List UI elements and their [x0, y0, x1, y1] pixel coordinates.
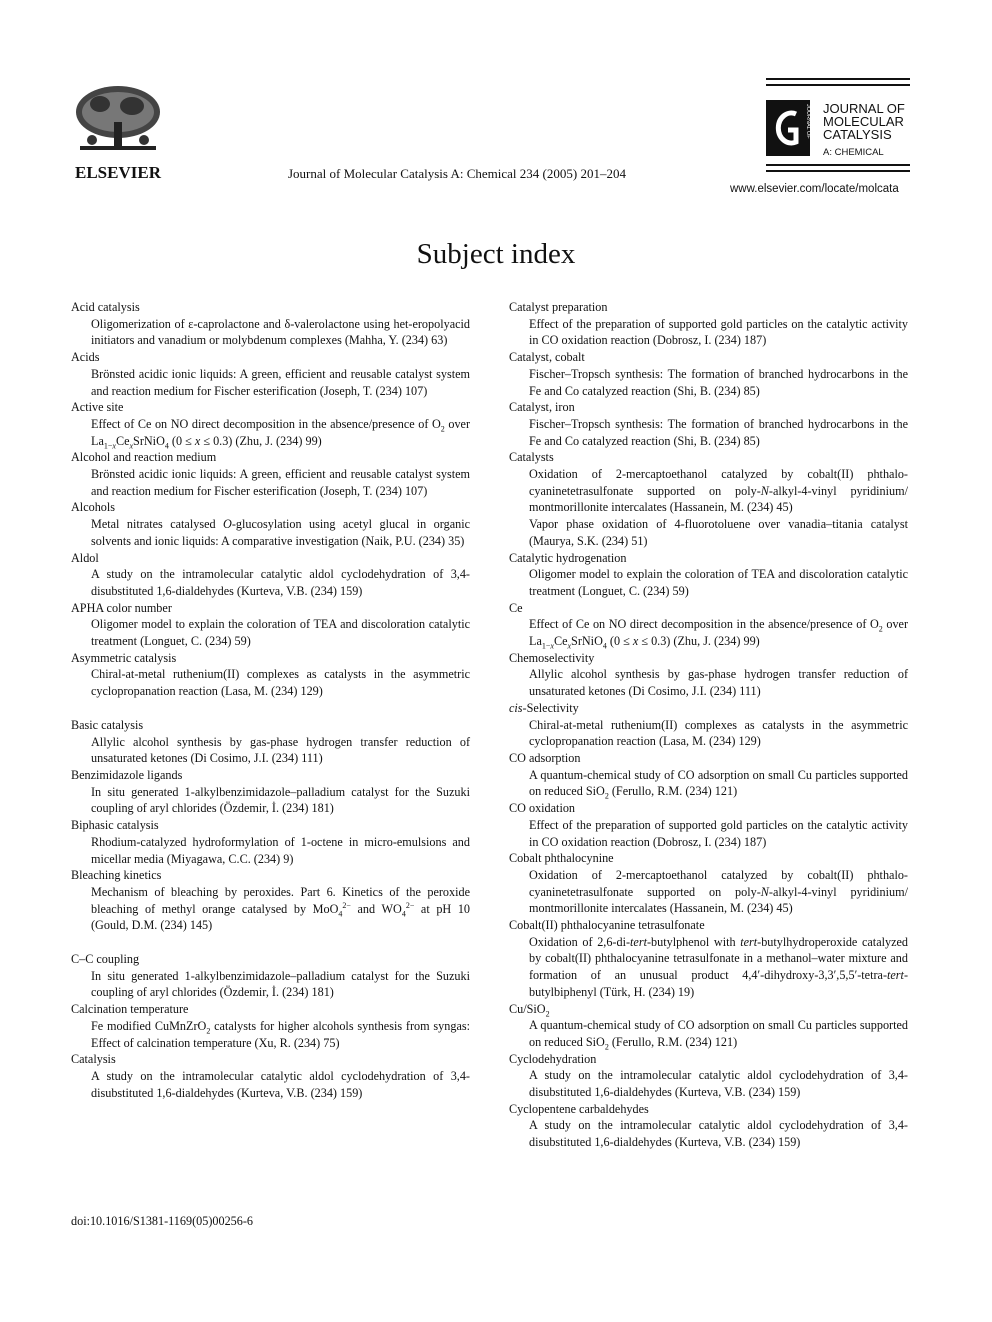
index-entry: Oligomer model to explain the coloration of TEA and discoloration catalytic treatment (Longuet, C. (234) 59): [529, 567, 908, 598]
index-term: Basic catalysis: [71, 717, 144, 732]
index-term: Catalysts: [509, 450, 554, 465]
svg-text:CATALYSIS: CATALYSIS: [823, 127, 892, 142]
index-entry: Chiral-at-metal ruthenium(II) complexes as catalysts in the asymmetric cyclopropanation reaction (Lasa, M. (234) 129): [91, 667, 470, 699]
index-entry: A quantum-chemical study of CO adsorption on small Cu particles supported on reduced SiO$_2$ (Ferullo, R.M. (234) 121): [529, 767, 908, 801]
index-term: Ce: [509, 600, 523, 615]
index-term: Alcohol and reaction medium: [71, 450, 217, 465]
index-term: Calcination temperature: [71, 1002, 189, 1017]
header-rule-top: [766, 78, 910, 80]
index-entry: Oligomerization of ε-caprolactone and δ-valerolactone using het-eropolyacid initiators and vanadium or molybdenum complexes (Mahha, Y. (234) 63): [91, 316, 470, 348]
index-entry: Effect of Ce on NO direct decomposition in the absence/presence of $O_2$ over $La_{1-x}Ce_xSrNiO_4$ (0 ≤ x ≤ 0.3) (Zhu, J. (234) 99): [91, 416, 471, 451]
index-entry: Rhodium-catalyzed hydroformylation of 1-octene in micro-emulsions and micellar media (Miyagawa, C.C. (234) 9): [91, 834, 470, 866]
page-title: Subject index: [416, 238, 576, 270]
index-entry: A study on the intramolecular catalytic aldol cyclodehydration of 3,4-disubstituted 1,6-dialdehydes (Kurteva, V.B. (234) 159): [529, 1068, 908, 1100]
index-term: Catalytic hydrogenation: [509, 550, 627, 565]
index-term: CO oxidation: [509, 801, 576, 816]
index-entry: Effect of the preparation of supported gold particles on the catalytic activity in CO oxidation reaction (Dobrosz, I. (234) 187): [529, 817, 908, 849]
index-entry: Fischer–Tropsch synthesis: The formation of branched hydrocarbons in the Fe and Co catalyzed reaction (Shi, B. (234) 85): [529, 366, 908, 398]
index-entry: Vapor phase oxidation of 4-fluorotoluene over vanadia–titania catalyst (Maurya, S.K. (234) 51): [529, 517, 908, 548]
doi-footer: doi:10.1016/S1381-1169(05)00256-6: [71, 1214, 254, 1228]
index-term: Acids: [71, 350, 100, 365]
index-term: Bleaching kinetics: [71, 868, 162, 883]
section-gap: [71, 700, 470, 717]
elsevier-tree-icon: [70, 82, 166, 182]
index-term: Cyclodehydration: [509, 1051, 597, 1066]
svg-text:JOURNAL OF: JOURNAL OF: [823, 101, 905, 116]
index-term: Catalyst, cobalt: [509, 350, 585, 365]
index-entry: Effect of Ce on NO direct decomposition in the absence/presence of $O_2$ over $La_{1-x}Ce_xSrNiO_4$ (0 ≤ x ≤ 0.3) (Zhu, J. (234) 99): [529, 617, 909, 651]
index-term: CO adsorption: [509, 750, 581, 765]
index-entry: Metal nitrates catalysed O-glucosylation using acetyl glucal in organic solvents and ionic liquids: A comparative investigation (Naik, P.U. (234) 35): [91, 517, 470, 548]
index-entry: A study on the intramolecular catalytic aldol cyclodehydration of 3,4-disubstituted 1,6-dialdehydes (Kurteva, V.B. (234) 159): [91, 1068, 470, 1100]
section-gap: [71, 934, 470, 951]
svg-text:A: CHEMICAL: A: CHEMICAL: [823, 147, 884, 158]
index-entry: In situ generated 1-alkylbenzimidazole–palladium catalyst for the Suzuki coupling of aryl chlorides (Özdemir, İ. (234) 181): [91, 968, 470, 1000]
index-term: Biphasic catalysis: [71, 818, 159, 833]
index-entry: Oxidation of 2,6-di-tert-butylphenol with tert-butylhydroperoxide catalyzed by cobalt(II) phthalocyanine tetrasulfonate in a methanol–water mixture and formation of an unusual product 4,4′-dihydroxy-3,3′,5,5′-tetra-tert-butylbiphenyl (Türk, H. (234) 19): [529, 934, 908, 999]
elsevier-logo: [70, 82, 166, 182]
index-term: Asymmetric catalysis: [71, 650, 177, 665]
index-entry: Brönsted acidic ionic liquids: A green, efficient and reusable catalyst system and reaction medium for Fischer esterification (Joseph, T. (234) 107): [91, 366, 470, 398]
index-entry: Oxidation of 2-mercaptoethanol catalyzed by cobalt(II) phthalo-cyaninetetrasulfonate supported on poly-N-alkyl-4-vinyl pyridinium/ montmorillonite intercalates (Hassanein, M. (234) 45): [529, 867, 909, 916]
index-entry: A study on the intramolecular catalytic aldol cyclodehydration of 3,4-disubstituted 1,6-dialdehydes (Kurteva, V.B. (234) 159): [529, 1118, 908, 1150]
index-entry: Effect of the preparation of supported gold particles on the catalytic activity in CO oxidation reaction (Dobrosz, I. (234) 187): [529, 316, 908, 348]
index-entry: Fischer–Tropsch synthesis: The formation of branched hydrocarbons in the Fe and Co catalyzed reaction (Shi, B. (234) 85): [529, 416, 908, 448]
index-term: Catalyst, iron: [509, 400, 575, 415]
index-term: Alcohols: [71, 500, 116, 515]
journal-url[interactable]: www.elsevier.com/locate/molcata: [730, 183, 899, 195]
index-entry: Oligomer model to explain the coloration of TEA and discoloration catalytic treatment (Longuet, C. (234) 59): [91, 617, 470, 649]
index-entry: Mechanism of bleaching by peroxides. Part 6. Kinetics of the peroxide bleaching of methyl orange catalysed by MoO$_4^{2-}$ and $WO_4^{2-}$ at pH 10 (Gould, D.M. (234) 145): [91, 884, 471, 933]
index-entry: In situ generated 1-alkylbenzimidazole–palladium catalyst for the Suzuki coupling of aryl chlorides (Özdemir, İ. (234) 181): [91, 784, 470, 816]
header-rule-bottom-2: [766, 170, 910, 172]
index-entry: Allylic alcohol synthesis by gas-phase hydrogen transfer reduction of unsaturated ketones (Di Cosimo, J.I. (234) 111): [529, 667, 908, 699]
index-column-right: [509, 299, 908, 1151]
index-entry: A study on the intramolecular catalytic aldol cyclodehydration of 3,4-disubstituted 1,6-dialdehydes (Kurteva, V.B. (234) 159): [91, 567, 470, 598]
index-entry: A quantum-chemical study of CO adsorption on small Cu particles supported on reduced SiO$_2$ (Ferullo, R.M. (234) 121): [529, 1018, 908, 1052]
index-term: Cobalt(II) phthalocyanine tetrasulfonate: [509, 918, 705, 933]
index-term: Acid catalysis: [71, 300, 140, 314]
index-column-left: [71, 299, 470, 1101]
svg-text:MOLECULAR: MOLECULAR: [823, 114, 904, 129]
svg-text:ELSEVIER: ELSEVIER: [75, 163, 161, 182]
index-term: Aldol: [71, 550, 99, 565]
header-rule-bottom: [766, 164, 910, 166]
journal-mark-icon: [766, 100, 910, 158]
index-entry: Oxidation of 2-mercaptoethanol catalyzed by cobalt(II) phthalo-cyaninetetrasulfonate supported on poly-N-alkyl-4-vinyl pyridinium/ montmorillonite intercalates (Hassanein, M. (234) 45): [529, 467, 909, 515]
index-term: Chemoselectivity: [509, 650, 595, 665]
index-term: Benzimidazole ligands: [71, 767, 183, 782]
index-entry: Fe modified CuMnZrO$_2$ catalysts for higher alcohols synthesis from syngas: Effect of calcination temperature (Xu, R. (234) 75): [91, 1018, 470, 1050]
index-term: Active site: [71, 400, 124, 415]
index-term: Catalyst preparation: [509, 300, 608, 314]
index-term: Catalysis: [71, 1052, 116, 1067]
journal-brand-logo: [766, 100, 910, 158]
index-term: C–C coupling: [71, 952, 140, 967]
index-term: Cobalt phthalocynine: [509, 851, 614, 866]
index-term: Cu/SiO$_2$: [509, 1001, 550, 1018]
index-term: cis-Selectivity: [509, 700, 579, 715]
index-entry: Brönsted acidic ionic liquids: A green, efficient and reusable catalyst system and reaction medium for Fischer esterification (Joseph, T. (234) 107): [91, 467, 470, 498]
journal-citation: Journal of Molecular Catalysis A: Chemical 234 (2005) 201–204: [288, 166, 626, 181]
svg-text:JOURNAL OF: JOURNAL OF: [805, 104, 811, 139]
index-term: Cyclopentene carbaldehydes: [509, 1101, 649, 1116]
header-rule-top-2: [766, 84, 910, 86]
index-entry: Chiral-at-metal ruthenium(II) complexes as catalysts in the asymmetric cyclopropanation reaction (Lasa, M. (234) 129): [529, 717, 908, 749]
index-entry: Allylic alcohol synthesis by gas-phase hydrogen transfer reduction of unsaturated ketones (Di Cosimo, J.I. (234) 111): [91, 734, 470, 766]
index-term: APHA color number: [71, 600, 172, 615]
